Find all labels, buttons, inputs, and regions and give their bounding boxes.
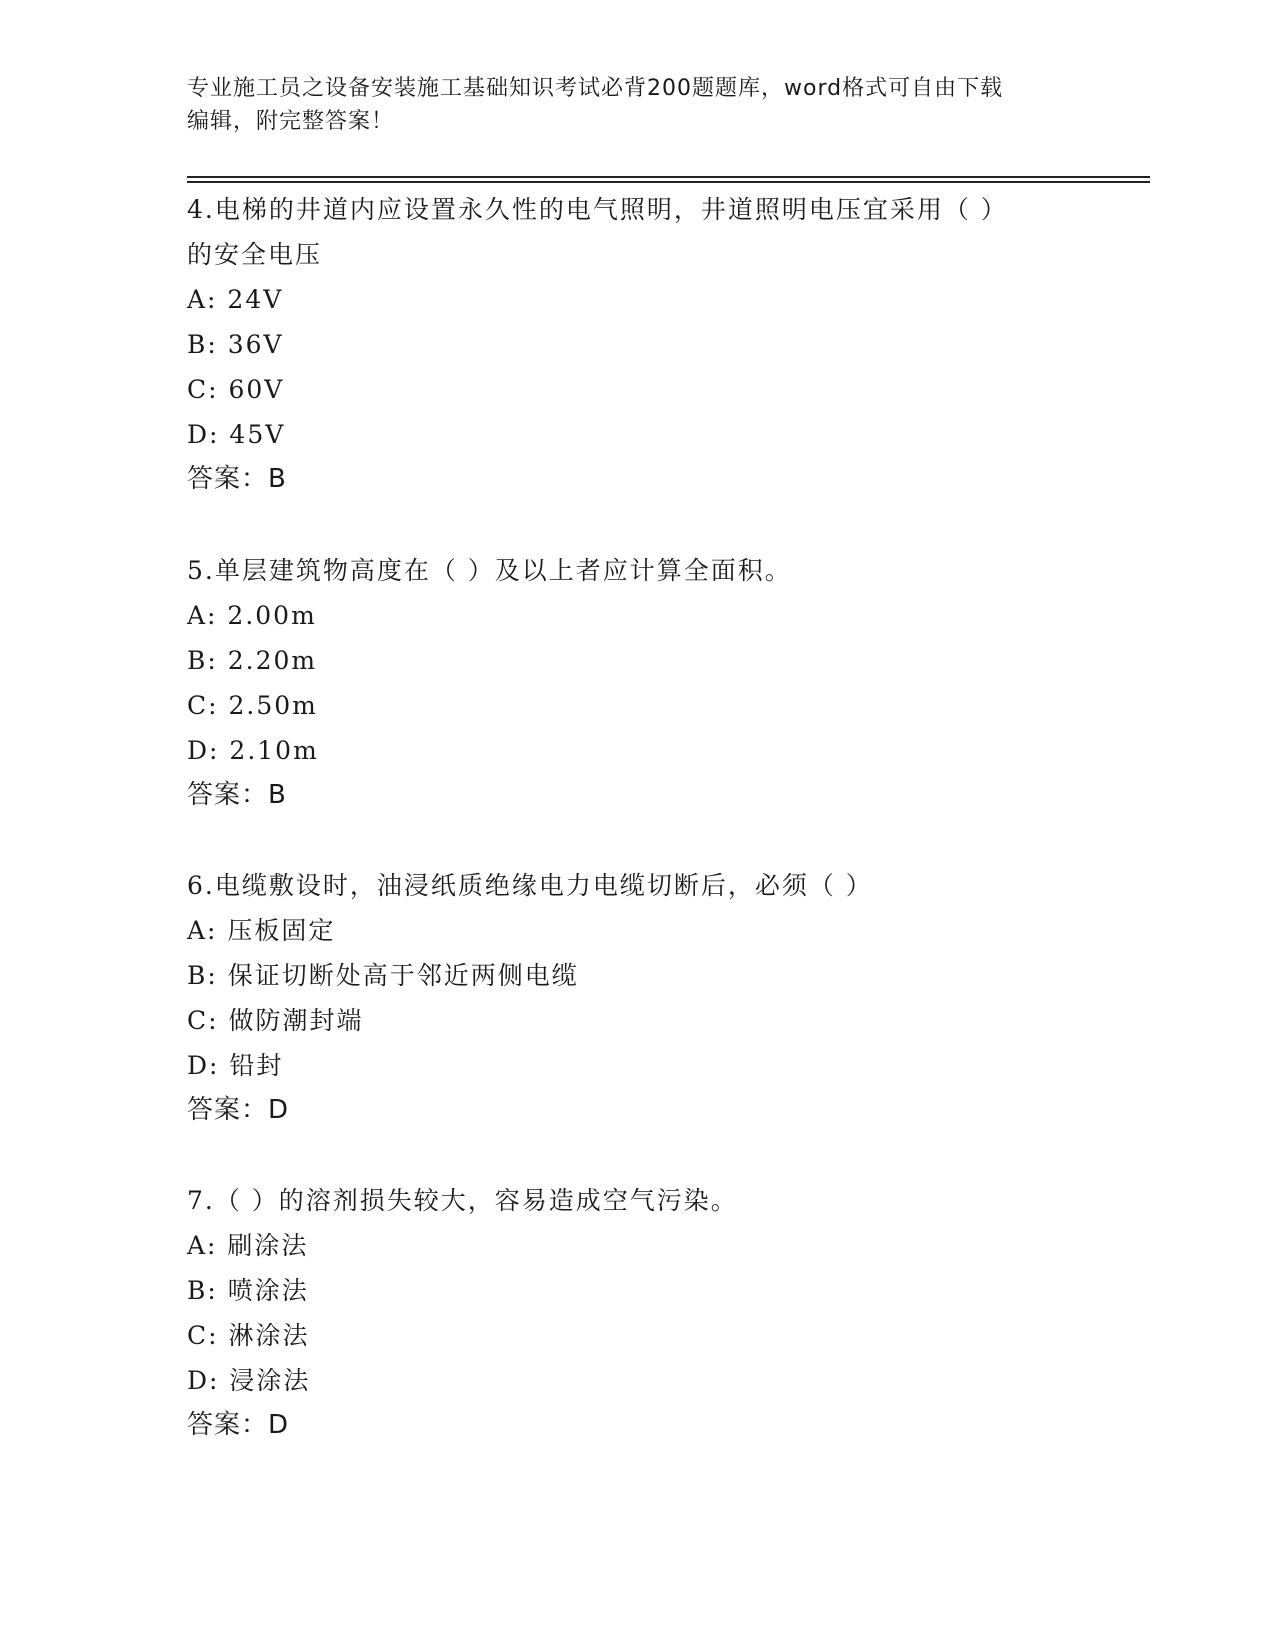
option-c: C: 2.50m xyxy=(187,691,318,720)
option-a: A: 24V xyxy=(187,285,284,314)
header-title-line-2: 编辑，附完整答案！ xyxy=(187,109,395,134)
option-d: D: 45V xyxy=(187,420,286,449)
header-title-line-1: 专业施工员之设备安装施工基础知识考试必背200题题库，word格式可自由下载 xyxy=(187,76,1004,101)
question-stem-line: 的安全电压 xyxy=(187,240,323,269)
question-5 xyxy=(187,548,1087,818)
option-d: D: 浸涂法 xyxy=(187,1366,311,1395)
option-c: C: 做防潮封端 xyxy=(187,1006,364,1035)
option-b: B: 喷涂法 xyxy=(187,1276,309,1305)
answer: 答案：D xyxy=(187,1410,290,1440)
header-divider-bottom xyxy=(187,181,1150,183)
question-stem xyxy=(187,863,1087,908)
question-4 xyxy=(187,187,1087,502)
question-7 xyxy=(187,1178,1087,1448)
question-stem xyxy=(187,548,1087,593)
answer: 答案：B xyxy=(187,464,287,494)
document-header xyxy=(187,72,1067,138)
question-6 xyxy=(187,863,1087,1133)
option-b: B: 36V xyxy=(187,330,284,359)
option-b: B: 2.20m xyxy=(187,646,318,675)
option-a: A: 压板固定 xyxy=(187,916,336,945)
question-stem-line: 7.（ ）的溶剂损失较大，容易造成空气污染。 xyxy=(187,1186,738,1215)
answer: 答案：B xyxy=(187,780,287,810)
header-divider-top xyxy=(187,176,1150,178)
question-stem xyxy=(187,1178,1087,1223)
question-stem-line: 4.电梯的井道内应设置永久性的电气照明，井道照明电压宜采用（ ） xyxy=(187,195,1008,224)
option-a: A: 2.00m xyxy=(187,601,317,630)
answer: 答案：D xyxy=(187,1095,290,1125)
option-c: C: 淋涂法 xyxy=(187,1321,310,1350)
question-stem-line: 6.电缆敷设时，油浸纸质绝缘电力电缆切断后，必须（ ） xyxy=(187,871,873,900)
question-stem-line: 5.单层建筑物高度在（ ）及以上者应计算全面积。 xyxy=(187,556,792,585)
option-a: A: 刷涂法 xyxy=(187,1231,309,1260)
option-d: D: 铅封 xyxy=(187,1051,284,1080)
option-d: D: 2.10m xyxy=(187,736,319,765)
question-stem xyxy=(187,187,1087,277)
option-b: B: 保证切断处高于邻近两侧电缆 xyxy=(187,961,579,990)
option-c: C: 60V xyxy=(187,375,285,404)
